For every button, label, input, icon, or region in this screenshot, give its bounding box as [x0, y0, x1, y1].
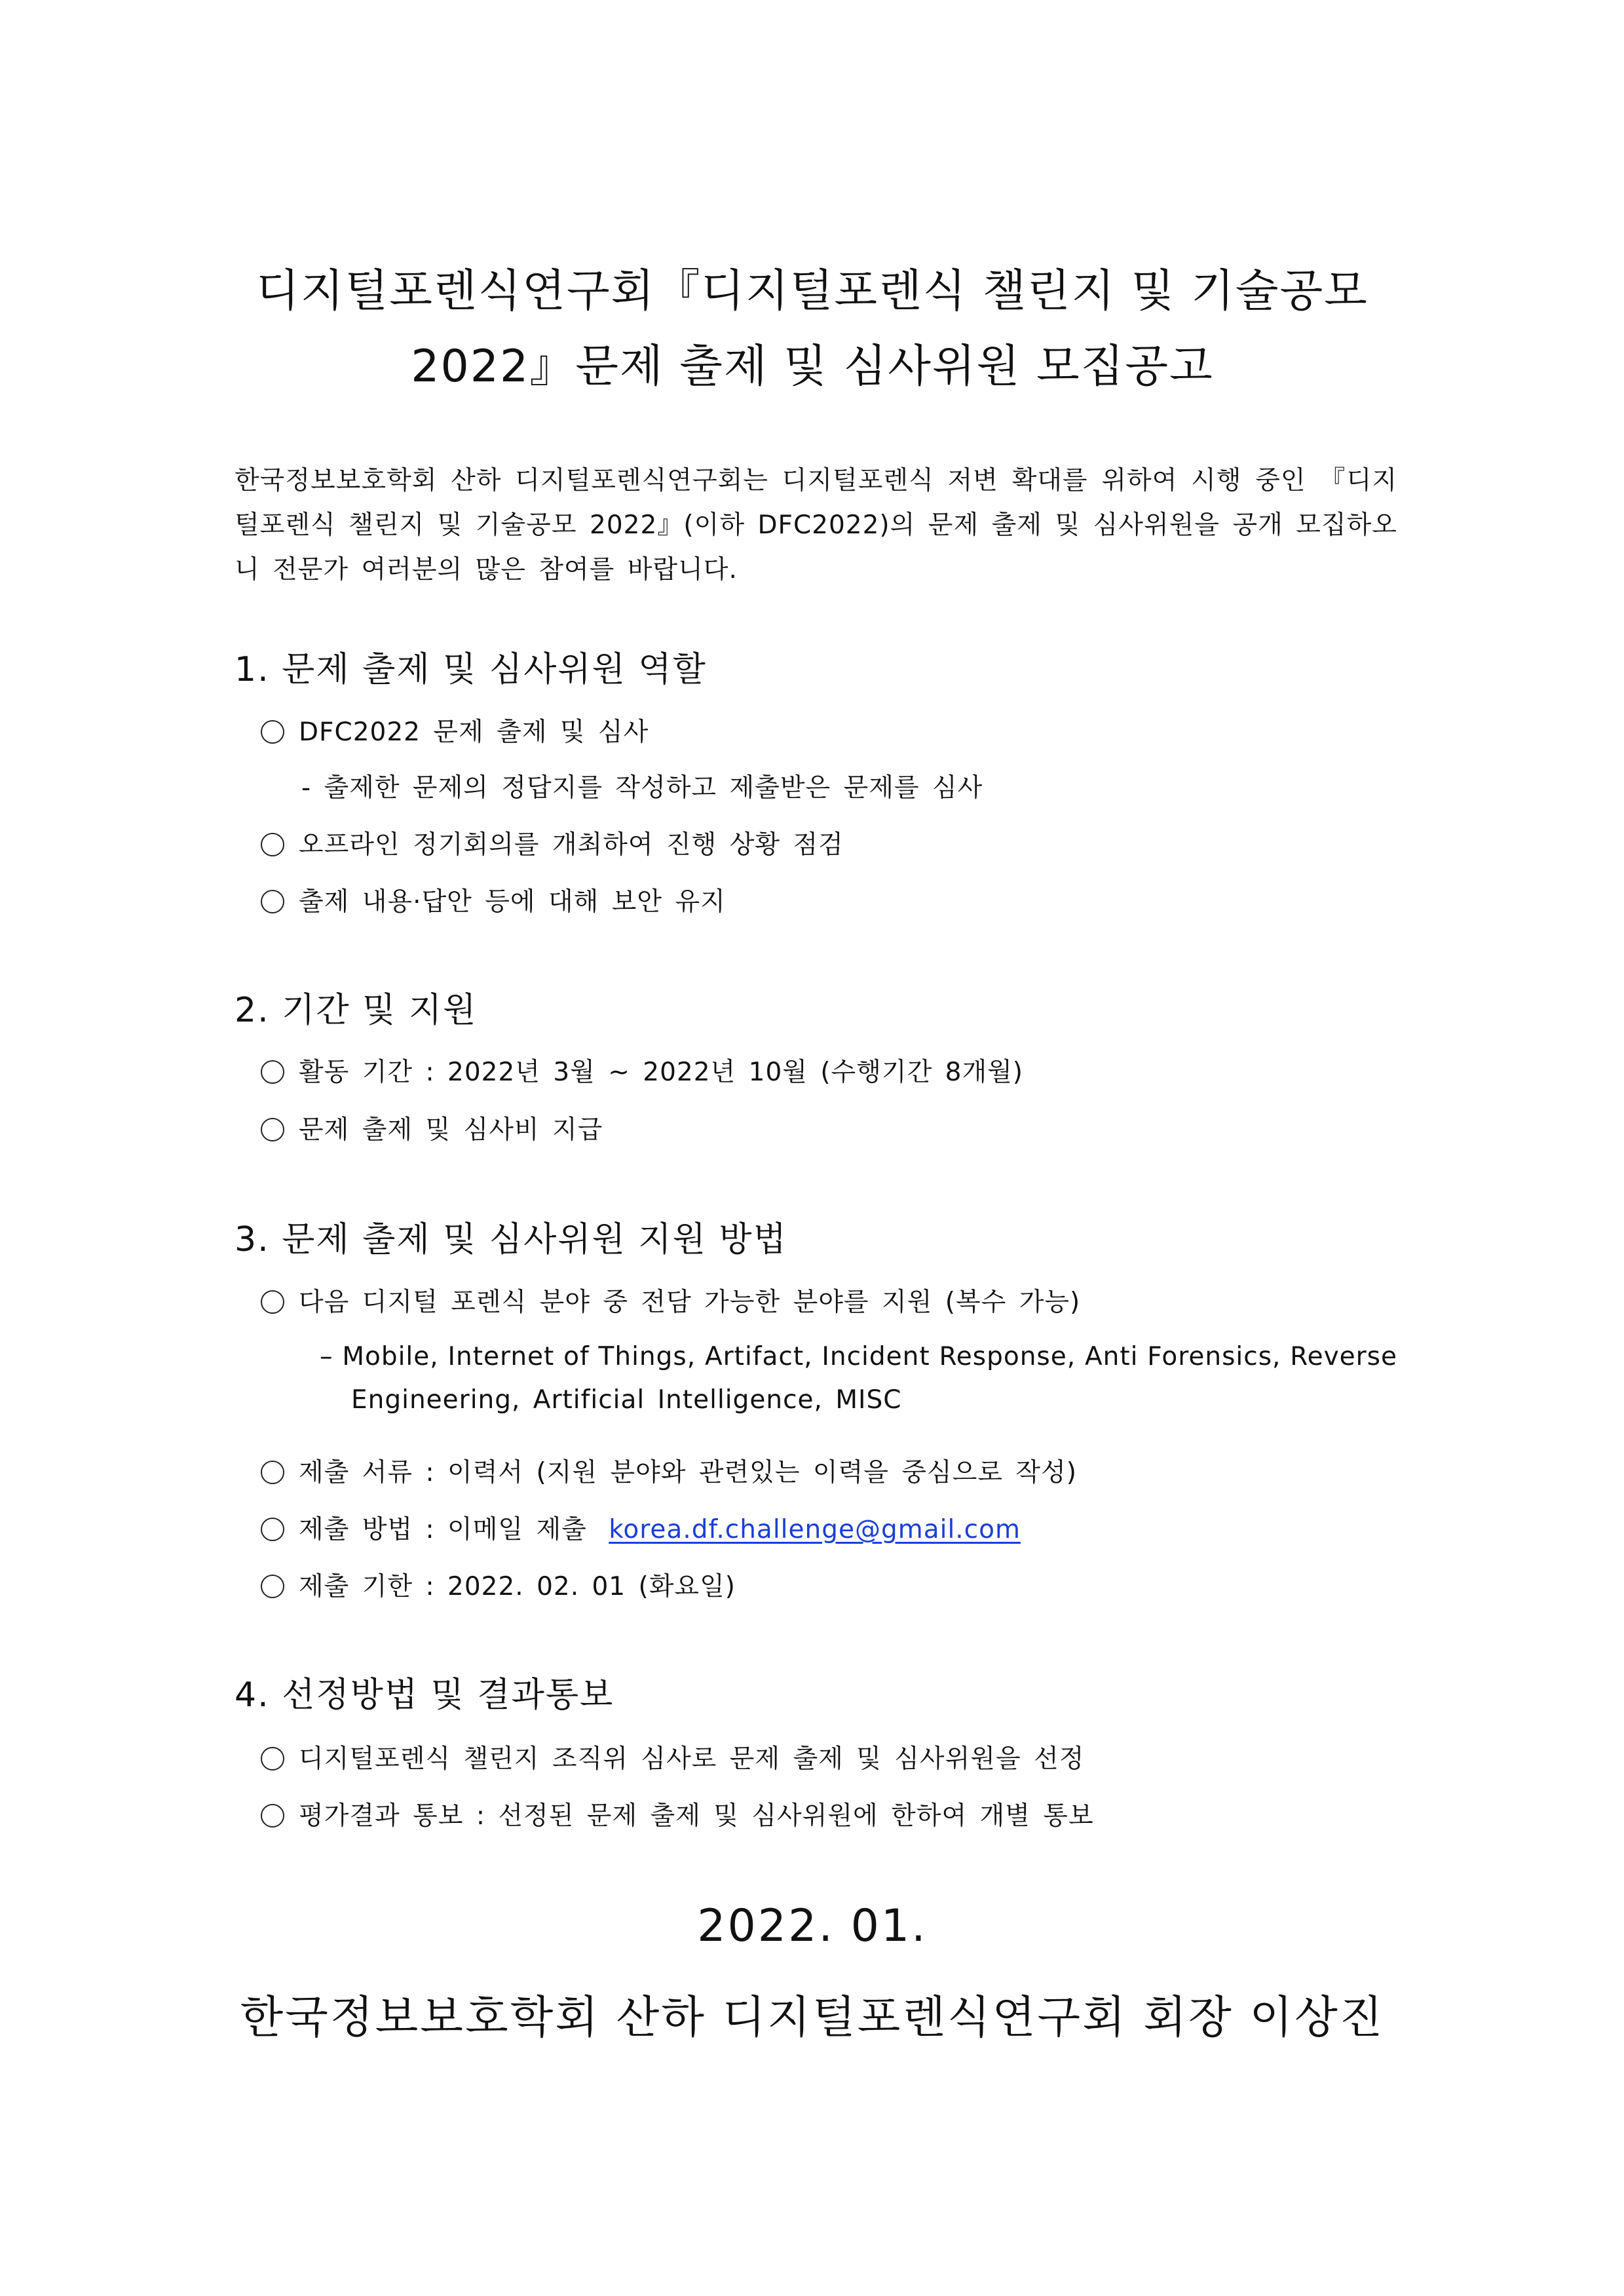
- section-3-item-2: [261, 1457, 1077, 1489]
- item-text: 평가결과 통보 : 선정된 문제 출제 및 심사위원에 한하여 개별 통보: [299, 1801, 1094, 1831]
- item-text: 다음 디지털 포렌식 분야 중 전담 가능한 분야를 지원 (복수 가능): [299, 1288, 1081, 1317]
- item-text: 출제 내용·답안 등에 대해 보안 유지: [299, 887, 726, 917]
- section-1-subitem: - 출제한 문제의 정답지를 작성하고 제출받은 문제를 심사: [301, 773, 983, 803]
- signature-line: 한국정보보호학회 산하 디지털포렌식연구회 회장 이상진: [240, 1992, 1385, 2044]
- item-text: 제출 방법 : 이메일 제출: [299, 1515, 587, 1544]
- circle-bullet-icon: [261, 1747, 284, 1770]
- item-text: 디지털포렌식 챌린지 조직위 심사로 문제 출제 및 심사위원을 선정: [299, 1744, 1085, 1774]
- field-list-line-1: – Mobile, Internet of Things, Artifact, Incident Response, Anti Forensics, Reverse: [320, 1342, 1397, 1371]
- circle-bullet-icon: [261, 1461, 284, 1484]
- section-2-heading: 2. 기간 및 지원: [235, 991, 478, 1030]
- circle-bullet-icon: [261, 1060, 284, 1084]
- section-3-heading: 3. 문제 출제 및 심사위원 지원 방법: [235, 1220, 787, 1259]
- section-1-item-2: [261, 829, 844, 862]
- email-link[interactable]: korea.df.challenge@gmail.com: [609, 1515, 1021, 1544]
- document-title-line-1: 디지털포렌식연구회『디지털포렌식 챌린지 및 기술공모: [256, 265, 1369, 317]
- section-4-item-1: [261, 1743, 1084, 1776]
- section-1-item-3: [261, 886, 726, 919]
- section-2-item-1: [261, 1056, 1023, 1089]
- section-2-item-2: [261, 1114, 603, 1147]
- item-text: 제출 서류 : 이력서 (지원 분야와 관련있는 이력을 중심으로 작성): [299, 1458, 1077, 1487]
- intro-paragraph: 한국정보보호학회 산하 디지털포렌식연구회는 디지털포렌식 저변 확대를 위하여 시행 중인 『디지털포렌식 챌린지 및 기술공모 2022』(이하 DFC2022)의 문제 출제 및 심사위원을 공개 모집하오니 전문가 여러분의 많은 참여를 바랍니다.: [235, 466, 1397, 584]
- circle-bullet-icon: [261, 1804, 284, 1827]
- section-3-field-list: [320, 1335, 1397, 1422]
- field-list-line-2: Engineering, Artificial Intelligence, MISC: [351, 1385, 902, 1415]
- circle-bullet-icon: [261, 1518, 284, 1541]
- circle-bullet-icon: [261, 1575, 284, 1598]
- item-text: DFC2022 문제 출제 및 심사: [299, 718, 649, 747]
- section-4-item-2: [261, 1800, 1094, 1833]
- item-text: 문제 출제 및 심사비 지급: [299, 1115, 603, 1145]
- circle-bullet-icon: [261, 833, 284, 856]
- section-1-heading: 1. 문제 출제 및 심사위원 역할: [235, 650, 707, 689]
- section-1-item-1: [261, 716, 649, 749]
- circle-bullet-icon: [261, 720, 284, 744]
- announcement-date: 2022. 01.: [697, 1900, 928, 1952]
- item-text: 제출 기한 : 2022. 02. 01 (화요일): [299, 1572, 736, 1601]
- circle-bullet-icon: [261, 1118, 284, 1141]
- section-3-item-3: [261, 1514, 1021, 1546]
- document-title-line-2: 2022』문제 출제 및 심사위원 모집공고: [411, 341, 1214, 392]
- section-3-item-4: [261, 1571, 736, 1603]
- section-4-heading: 4. 선정방법 및 결과통보: [235, 1675, 614, 1715]
- circle-bullet-icon: [261, 1290, 284, 1314]
- item-text: 오프라인 정기회의를 개최하여 진행 상황 점검: [299, 830, 844, 860]
- item-text: 활동 기간 : 2022년 3월 ~ 2022년 10월 (수행기간 8개월): [299, 1058, 1024, 1087]
- section-3-item-1: [261, 1286, 1080, 1319]
- circle-bullet-icon: [261, 890, 284, 913]
